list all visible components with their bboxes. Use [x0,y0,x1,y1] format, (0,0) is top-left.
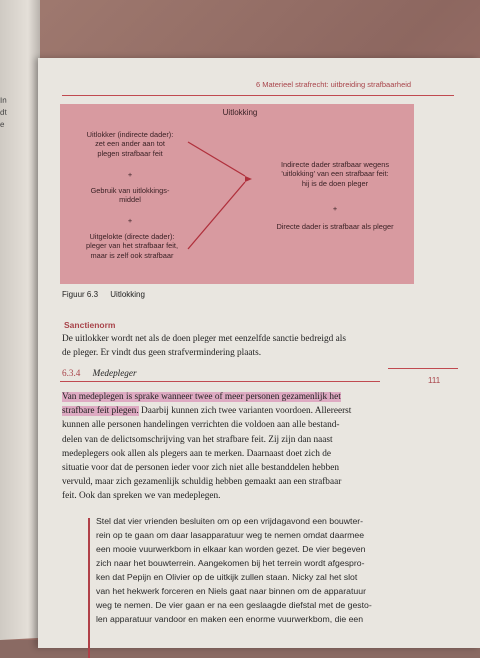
figure-plus: + [127,216,133,225]
figure-caption-number: Figuur 6.3 [62,290,99,299]
text-line: kunnen alle personen handelingen verrichten die voldoen aan alle bestand- [62,420,340,431]
text-line: rein op te gaan om daar lasapparatuur weg te nemen omdat daarmee [96,530,365,540]
figure-text-line: pleger van het strafbaar feit, [85,241,179,251]
sanctienorm-paragraph [62,332,434,360]
figure-directe-dader-box: Directe dader is strafbaar als pleger [276,222,394,231]
figure-text-line: hij is de doen pleger [301,178,369,188]
figure-text-line: plegen strafbaar feit [97,148,163,158]
highlighted-text: strafbare feit plegen. [62,406,139,417]
left-page-fragment: In [0,95,7,105]
left-page-fragment: e [0,119,5,129]
figure-text-line: Uitlokker (indirecte dader): [86,130,174,139]
arrow-line-top [188,142,245,176]
text-line: zich naar het bouwterrein. Aangekomen bij het terrein wordt afgespro- [96,558,365,568]
text-line: van het hekwerk forceren en Niels gaat naar binnen om de apparatuur [96,586,366,596]
text-line [62,390,434,404]
figure-text-line: 'uitlokking' van een strafbaar feit: [281,169,389,179]
case-example-block [96,514,418,626]
figure-plus: + [127,170,133,179]
text-line: situatie voor dat de personen ieder voor zich niet alle bestanddelen hebben [62,463,339,474]
medepleger-paragraph [62,390,434,504]
text-line: delen van de delictsomschrijving van het strafbare feit. Zij zijn dan naast [62,434,333,445]
text-line: feit. Ook dan spreken we van medeplegen. [62,491,221,502]
figure-arrows [60,104,414,284]
figure-caption-text: Uitlokking [110,290,145,299]
figure-text-line: middel [119,195,141,205]
text-line: ken dat Pepijn en Olivier op de uitkijk zullen staan. Nicky zal het slot [96,572,358,582]
figure-text-line: zet een ander aan tot [95,139,165,149]
left-page-edge [0,0,40,640]
figure-indirecte-dader-box [260,160,410,188]
figure-text-line: Indirecte dader strafbaar wegens [280,160,390,169]
text-line: vervuld, maar zich gezamenlijk schuldig hebben gemaakt aan een strafbaar [62,477,342,488]
text-span: Daarbij kunnen zich twee varianten voordoen. Allereerst [138,406,352,417]
text-line [62,404,434,418]
figure-title: Uitlokking [222,108,258,117]
left-page-fragment: dt [0,107,7,117]
text-line: weg te nemen. De vier gaan er na een geslaagde diefstal met de gesto- [96,600,372,610]
figure-caption [62,290,145,299]
figure-text-line: Gebruik van uitlokkings- [90,186,170,195]
text-line: De uitlokker wordt net als de doen pleger met eenzelfde sanctie bedreigd als [62,334,346,344]
arrowhead-icon [245,176,252,182]
page-number: 111 [428,376,441,385]
margin-rule [388,368,458,369]
header-rule [62,95,454,96]
section-heading [62,368,137,378]
sanctienorm-heading: Sanctienorm [64,320,116,330]
figure-text-line: Uitgelokte (directe dader): [89,232,175,241]
figure-text-line: maar is zelf ook strafbaar [90,250,174,260]
running-head: 6 Materieel strafrecht: uitbreiding strafbaarheid [256,80,412,89]
section-rule [60,381,380,382]
text-line: de pleger. Er vindt dus geen strafvermindering plaats. [62,348,262,359]
figure-uitlokking [60,104,414,284]
figure-plus: + [332,204,338,213]
case-margin-bar [88,518,90,658]
arrow-line-bottom [188,182,245,249]
book-page [38,58,480,648]
text-line: len apparatuur vandoor en maken een enorme vuurwerkbom, die een [96,614,364,624]
section-title: Medepleger [92,368,137,378]
text-line: Stel dat vier vrienden besluiten om op een vrijdagavond een bouwter- [96,516,364,526]
text-line: medeplegers ook allen als plegers aan te merken. Daarnaast doet zich de [62,448,331,459]
section-number: 6.3.4 [62,368,81,378]
highlighted-text: Van medeplegen is sprake wanneer twee of meer personen gezamenlijk het [62,392,341,402]
text-line: een mooie vuurwerkbom in elkaar kan worden gezet. De vier begeven [96,544,366,554]
